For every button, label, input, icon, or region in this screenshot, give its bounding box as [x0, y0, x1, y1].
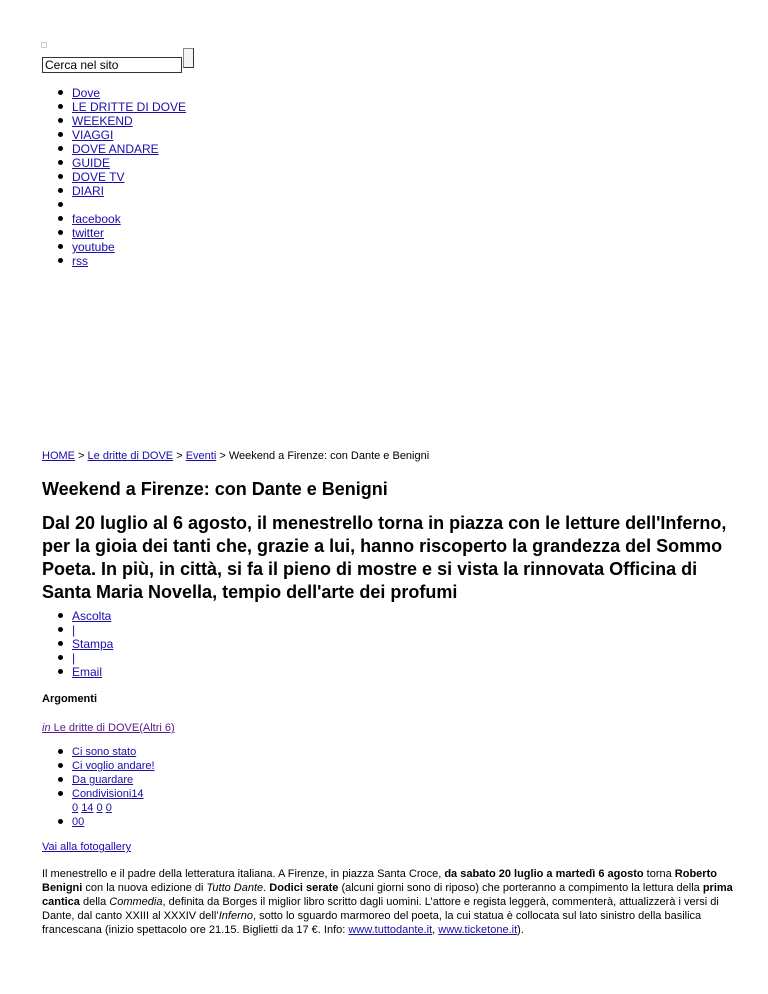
page-title: Weekend a Firenze: con Dante e Benigni [42, 479, 388, 499]
share-sep [42, 651, 113, 665]
share-count-2[interactable]: 0 [96, 802, 103, 814]
reaction-been-link[interactable]: Ci sono stato [72, 746, 137, 758]
body-bold: Roberto Benigni [42, 868, 717, 894]
nav-item-viaggi[interactable] [42, 128, 186, 142]
share-sep-text: | [72, 651, 76, 665]
breadcrumb-sep: > [75, 450, 88, 462]
share-count-1[interactable]: 14 [81, 802, 94, 814]
nav-link-viaggi[interactable]: VIAGGI [72, 128, 114, 142]
body-italic: Inferno [218, 910, 253, 922]
breadcrumb-home[interactable]: HOME [42, 450, 75, 462]
nav-item-dove[interactable] [42, 86, 186, 100]
breadcrumb-sep: > [216, 450, 229, 462]
shares-link[interactable] [72, 788, 144, 800]
nav-item-dove-andare[interactable] [42, 142, 186, 156]
gallery-link-wrap[interactable] [42, 841, 131, 853]
share-count-3[interactable]: 0 [105, 802, 112, 814]
nav-item-weekend[interactable] [42, 114, 186, 128]
shares-count: 14 [131, 788, 144, 800]
body-text: con la nuova edizione di [82, 882, 207, 894]
gallery-link[interactable]: Vai alla fotogallery [42, 841, 132, 853]
shares-label: Condivisioni [72, 788, 132, 800]
topics-heading: Argomenti [42, 693, 97, 705]
share-listen[interactable] [42, 609, 113, 623]
reaction-want-link[interactable]: Ci voglio andare! [72, 760, 155, 772]
nav-link-guide[interactable]: GUIDE [72, 156, 111, 170]
article-body [42, 867, 734, 937]
body-bold: Dodici serate [269, 882, 339, 894]
breadcrumb [42, 449, 429, 463]
nav-link-diari[interactable]: DIARI [72, 184, 105, 198]
body-bold: da sabato 20 luglio a martedì 6 agosto [444, 868, 644, 880]
share-sep [42, 623, 113, 637]
nav-link-weekend[interactable]: WEEKEND [72, 114, 133, 128]
share-email[interactable] [42, 665, 113, 679]
rss-link[interactable]: rss [72, 254, 88, 268]
body-text: Il menestrello e il padre della letteratura italiana. A Firenze, in piazza Santa Croce, [42, 868, 445, 880]
nav-item-diari[interactable] [42, 184, 186, 198]
share-toolbar [42, 609, 113, 679]
share-sep-text: | [72, 623, 76, 637]
body-text: ). [517, 924, 524, 936]
reaction-extra[interactable] [42, 815, 155, 829]
reaction-watch[interactable] [42, 773, 155, 787]
nav-link-dove[interactable]: Dove [72, 86, 101, 100]
body-text: , [432, 924, 439, 936]
body-text: torna [643, 868, 675, 880]
search-input[interactable]: Cerca nel sito [42, 57, 182, 73]
social-rss[interactable] [42, 254, 186, 268]
breadcrumb-dritte[interactable]: Le dritte di DOVE [87, 450, 174, 462]
search-button[interactable] [183, 48, 194, 68]
body-text: (alcuni giorni sono di riposo) che porteranno a compimento la lettura della [338, 882, 703, 894]
topics-category[interactable] [42, 722, 175, 734]
nav-link-dove-andare[interactable]: DOVE ANDARE [72, 142, 159, 156]
nav-link-dritte[interactable]: LE DRITTE DI DOVE [72, 100, 187, 114]
body-text: della [79, 896, 110, 908]
share-count-0[interactable]: 0 [72, 802, 79, 814]
social-twitter[interactable] [42, 226, 186, 240]
reaction-shares[interactable] [42, 787, 155, 815]
body-italic: Tutto Dante [206, 882, 264, 894]
nav-link-dove-tv[interactable]: DOVE TV [72, 170, 125, 184]
body-text: , sotto lo sguardo marmoreo del poeta, la cui statua è collocata sul lato sinistro della basilica francescana (inizio spettacolo ore 21.15. Biglietti da 17 €. Info: [42, 910, 702, 936]
body-text: . [263, 882, 270, 894]
social-youtube[interactable] [42, 240, 186, 254]
body-text: , definita da Borges il miglior libro scritto dagli uomini. L’attore e regista leggerà, commenterà, attualizzerà i versi di Dante, dal canto XXIII al XXXIV dell’ [42, 896, 719, 922]
ticketone-link[interactable]: www.ticketone.it [438, 924, 518, 936]
print-link[interactable]: Stampa [72, 637, 114, 651]
reaction-extra-link[interactable]: 00 [72, 816, 85, 828]
breadcrumb-eventi[interactable]: Eventi [185, 450, 217, 462]
reaction-watch-link[interactable]: Da guardare [72, 774, 134, 786]
topics-in-label: in [42, 722, 51, 734]
reactions-list [42, 745, 155, 829]
youtube-link[interactable]: youtube [72, 240, 115, 254]
nav-item-guide[interactable] [42, 156, 186, 170]
breadcrumb-current: Weekend a Firenze: con Dante e Benigni [228, 450, 430, 462]
email-link[interactable]: Email [72, 665, 103, 679]
social-facebook[interactable] [42, 212, 186, 226]
breadcrumb-sep: > [173, 450, 186, 462]
facebook-link[interactable]: facebook [72, 212, 121, 226]
nav-item-empty [42, 198, 186, 212]
topics-category-label: Le dritte di DOVE(Altri 6) [50, 722, 175, 734]
share-print[interactable] [42, 637, 113, 651]
nav-item-dove-tv[interactable] [42, 170, 186, 184]
tuttodante-link[interactable]: www.tuttodante.it [348, 924, 433, 936]
reaction-been[interactable] [42, 745, 155, 759]
body-italic: Commedia [109, 896, 163, 908]
nav-item-dritte[interactable] [42, 100, 186, 114]
twitter-link[interactable]: twitter [72, 226, 105, 240]
reaction-want[interactable] [42, 759, 155, 773]
topics-category-link[interactable] [42, 722, 175, 734]
listen-link[interactable]: Ascolta [72, 609, 112, 623]
page-subtitle: Dal 20 luglio al 6 agosto, il menestrello torna in piazza con le letture dell'Inferno, per la gioia dei tanti che, grazie a lui, hanno riscoperto la grandezza del Sommo Poeta. In più, in città, si fa il pieno di mostre e si vista la rinnovata Officina di Santa Maria Novella, tempio dell'arte dei profumi [42, 513, 727, 602]
logo-placeholder [41, 42, 47, 48]
body-bold: prima cantica [42, 882, 733, 908]
main-nav [42, 86, 186, 268]
